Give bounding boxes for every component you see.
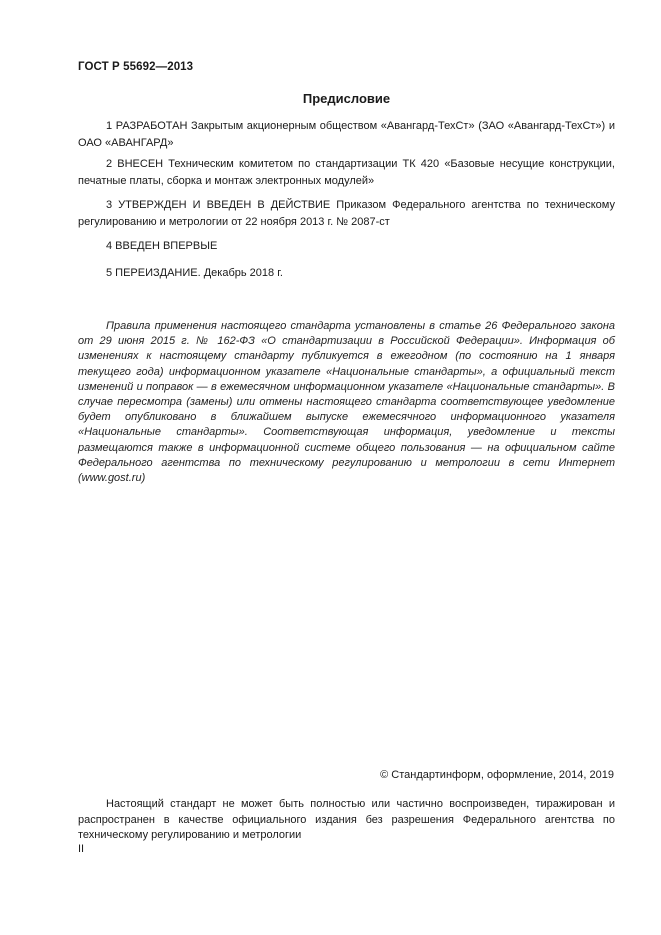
reproduction-notice-text: Настоящий стандарт не может быть полностью или частично воспроизведен, тиражирован и распространен в качестве официального издания без разрешения Федерального агентства по техническому регулированию и метрологии [78, 798, 615, 841]
preface-item-1-text: 1 РАЗРАБОТАН Закрытым акционерным обществом «Авангард-ТехСт» (ЗАО «Авангард-ТехСт») и ОАО «АВАНГАРД» [78, 120, 615, 149]
application-rules-text: Правила применения настоящего стандарта установлены в статье 26 Федерального закона от 29 июня 2015 г. № 162-ФЗ «О стандартизации в Российской Федерации». Информация об изменениях к настоящему стандарту публикуется в ежегодном (по состоянию на 1 января текущего года) информационном указателе «Национальные стандарты», а официальный текст изменений и поправок — в ежемесячном информационном указателе «Национальные стандарты». В случае пересмотра (замены) или отмены настоящего стандарта соответствующее уведомление будет опубликовано в ближайшем выпуске ежемесячного информационного указателя «Национальные стандарты». Соответствующая информация, уведомление и тексты размещаются также в информационной системе общего пользования — на официальном сайте Федерального агентства по техническому регулированию и метрологии в сети Интернет (www.gost.ru) [78, 320, 615, 485]
preface-item-3-text: 3 УТВЕРЖДЕН И ВВЕДЕН В ДЕЙСТВИЕ Приказом Федерального агентства по техническому регулированию и метрологии от 22 ноября 2013 г. № 2087-ст [78, 199, 615, 228]
preface-item-2-text: 2 ВНЕСЕН Техническим комитетом по стандартизации ТК 420 «Базовые несущие конструкции, печатные платы, сборка и монтаж электронных модулей» [78, 158, 615, 187]
copyright-line: © Стандартинформ, оформление, 2014, 2019 [380, 769, 614, 781]
preface-item-2 [78, 156, 615, 190]
preface-item-4-text: 4 ВВЕДЕН ВПЕРВЫЕ [106, 240, 218, 252]
preface-item-4 [78, 238, 615, 255]
application-rules-note [78, 319, 615, 486]
reproduction-notice [78, 797, 615, 844]
preface-item-5 [78, 265, 615, 282]
preface-item-5-text: 5 ПЕРЕИЗДАНИЕ. Декабрь 2018 г. [106, 267, 283, 279]
document-header: ГОСТ Р 55692—2013 [78, 61, 194, 73]
page-title: Предисловие [302, 91, 391, 106]
page-number: II [78, 843, 85, 855]
preface-item-3 [78, 197, 615, 231]
preface-item-1 [78, 118, 615, 152]
